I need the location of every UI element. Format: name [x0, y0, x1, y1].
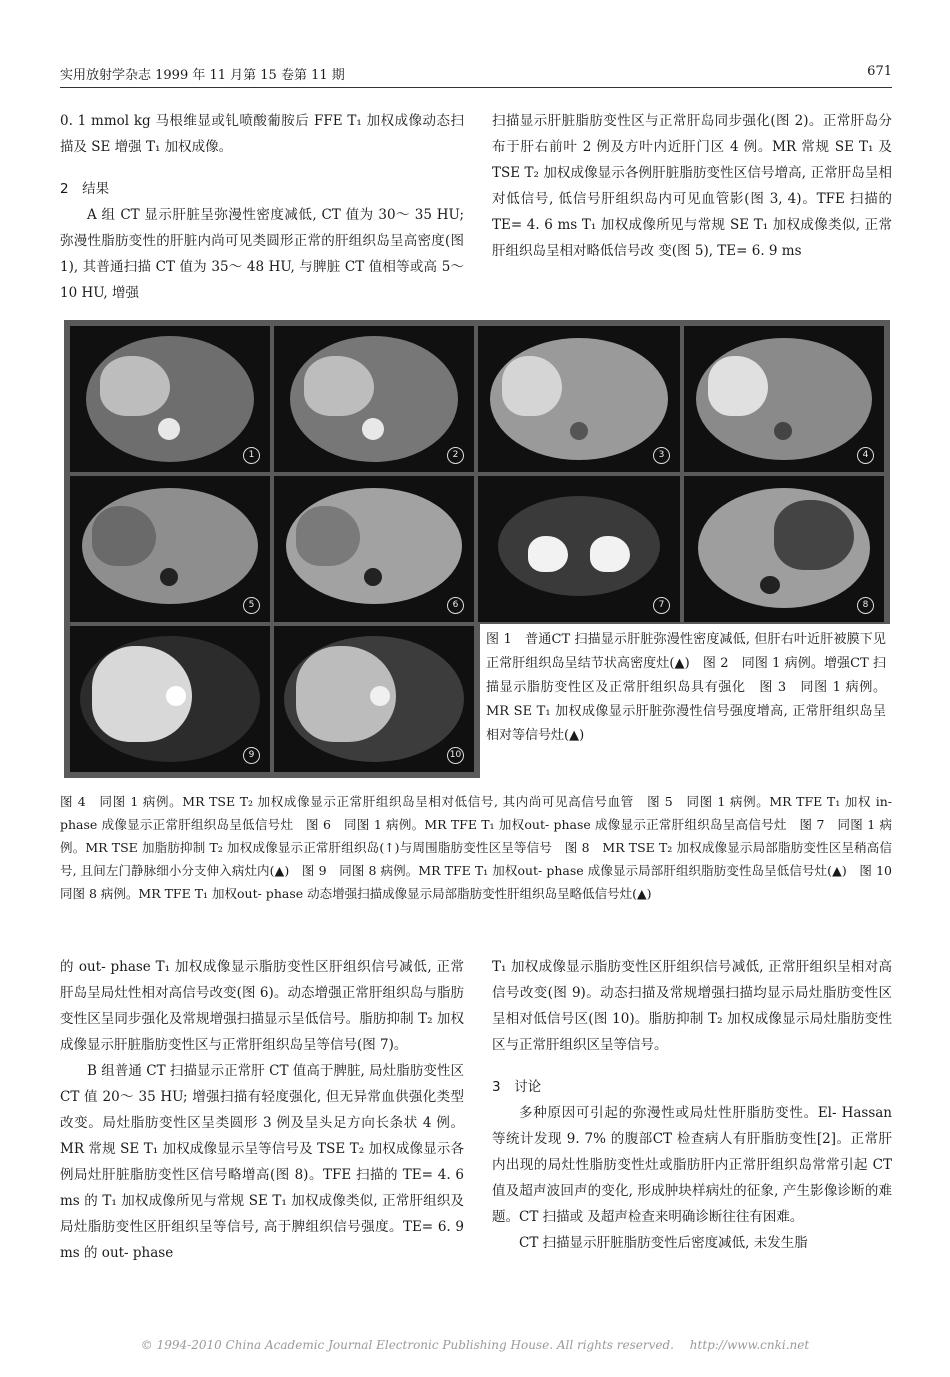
paragraph: CT 扫描显示肝脏脂肪变性后密度减低, 未发生脂 — [519, 1235, 808, 1251]
paragraph: 扫描显示肝脏脂肪变性区与正常肝岛同步强化(图 2)。正常肝岛分布于肝右前叶 2 例及方叶内近肝门区 4 例。MR 常规 SE T₁ 及 TSE T₂ 加权成像显示各例肝脏脂肪变性区信号增高, 正常肝岛呈相对低信号, 低信号肝组织岛内可见血管影(图 3, 4)。TFE 扫描的 TE= 4. 6 ms T₁ 加权成像所见与常规 SE T₁ 加权成像类似, 正常肝组织岛呈相对略低信号改 变(图 5), TE= 6. 9 ms — [492, 113, 892, 259]
figure-caption-1-3: 图 1 普通CT 扫描显示肝脏弥漫性密度减低, 但肝右叶近肝被膜下见正常肝组织岛呈结节状高密度灶(▲) 图 2 同图 1 病例。增强CT 扫描显示脂肪变性区及正常肝组织岛具有强化 图 3 同图 1 病例。MR SE T₁ 加权成像显示肝脏弥漫性信号强度增高, 正常肝组织岛呈相对等信号灶(▲) — [486, 632, 886, 743]
panel-number: 1 — [243, 447, 260, 464]
figure-panel-4 — [684, 326, 884, 472]
column-left-bottom — [60, 954, 464, 1266]
paragraph: 的 out- phase T₁ 加权成像显示脂肪变性区肝组织信号减低, 正常肝岛呈局灶性相对高信号改变(图 6)。动态增强正常肝组织岛与脂肪变性区呈同步强化及常规增强扫描显示呈低信号。脂肪抑制 T₂ 加权成像显示肝脏脂肪变性区与正常肝组织岛呈等信号(图 7)。 — [60, 959, 464, 1053]
figure-caption-4-10: 图 4 同图 1 病例。MR TSE T₂ 加权成像显示正常肝组织岛呈相对低信号, 其内尚可见高信号血管 图 5 同图 1 病例。MR TFE T₁ 加权 in- phase 成像显示正常肝组织岛呈低信号灶 图 6 同图 1 病例。MR TFE T₁ 加权out- phase 成像显示正常肝组织岛呈高信号灶 图 7 同图 1 病例。MR TSE 加脂肪抑制 T₂ 加权成像显示正常肝组织岛(↑)与周围脂肪变性区呈等信号 图 8 MR TSE T₂ 加权成像显示局部脂肪变性区呈稍高信号, 且间左门静脉细小分支伸入病灶内(▲) 图 9 同图 8 病例。MR TFE T₁ 加权out- phase 成像显示局部肝组织脂肪变性岛呈低信号灶(▲) 图 10 同图 8 病例。MR TFE T₁ 加权out- phase 动态增强扫描成像显示局部脂肪变性肝组织岛呈略低信号灶(▲) — [60, 794, 905, 901]
panel-number: 5 — [243, 597, 260, 614]
figure-caption-box — [480, 624, 890, 778]
section-heading: 3 讨论 — [492, 1079, 542, 1095]
journal-title: 实用放射学杂志 1999 年 11 月第 15 卷第 11 期 — [60, 68, 345, 83]
panel-number: 8 — [857, 597, 874, 614]
header-rule — [60, 87, 892, 88]
figure-panel-1 — [70, 326, 270, 472]
panel-number: 10 — [447, 747, 464, 764]
copyright-footer: © 1994-2010 China Academic Journal Electronic Publishing House. All rights reserved. http://www.cnki.net — [140, 1338, 810, 1352]
paragraph: B 组普通 CT 扫描显示正常肝 CT 值高于脾脏, 局灶脂肪变性区 CT 值 20～ 35 HU; 增强扫描有轻度强化, 但无异常血供强化类型改变。局灶脂肪变性区呈类圆形 3 例及呈头足方向长条状 4 例。MR 常规 SE T₁ 加权成像显示呈等信号及 TSE T₂ 加权成像显示各例局灶肝脏脂肪变性区信号略增高(图 8)。TFE 扫描的 TE= 4. 6 ms 的 T₁ 加权成像所见与常规 SE T₁ 加权成像类似, 正常肝组织及局灶脂肪变性区肝组织呈等信号, 高于脾组织信号强度。TE= 6. 9 ms 的 out- phase — [60, 1063, 464, 1261]
figure-panel-5 — [70, 476, 270, 622]
panel-number: 2 — [447, 447, 464, 464]
figure-panel-10 — [274, 626, 474, 772]
paragraph: 多种原因可引起的弥漫性或局灶性肝脂肪变性。El- Hassan 等统计发现 9. 7% 的腹部CT 检查病人有肝脂肪变性[2]。正常肝内出现的局灶性脂肪变性灶或脂肪肝内正常肝组织岛常常引起 CT 值及超声波回声的变化, 形成肿块样病灶的征象, 产生影像诊断的难题。CT 扫描或 及超声检查来明确诊断往往有困难。 — [492, 1105, 892, 1225]
column-right-top — [492, 108, 892, 264]
paragraph: A 组 CT 显示肝脏呈弥漫性密度减低, CT 值为 30～ 35 HU; 弥漫性脂肪变性的肝脏内尚可见类圆形正常的肝组织岛呈高密度(图 1), 其普通扫描 CT 值为 35～ 48 HU, 与脾脏 CT 值相等或高 5～ 10 HU, 增强 — [60, 207, 464, 301]
paragraph: 0. 1 mmol kg 马根维显或钆喷酸葡胺后 FFE T₁ 加权成像动态扫描及 SE 增强 T₁ 加权成像。 — [60, 113, 464, 155]
panel-number: 7 — [653, 597, 670, 614]
figure-panel-9 — [70, 626, 270, 772]
figure-panel-3 — [478, 326, 680, 472]
column-right-bottom — [492, 954, 892, 1256]
section-heading: 2 结果 — [60, 181, 110, 197]
panel-number: 3 — [653, 447, 670, 464]
paragraph: T₁ 加权成像显示脂肪变性区肝组织信号减低, 正常肝组织呈相对高信号改变(图 9)。动态扫描及常规增强扫描均显示局灶脂肪变性区呈相对低信号区(图 10)。脂肪抑制 T₂ 加权成像显示局灶脂肪变性区与正常肝组织区呈等信号。 — [492, 959, 892, 1053]
figure-panel-2 — [274, 326, 474, 472]
column-left-top — [60, 108, 464, 306]
panel-number: 9 — [243, 747, 260, 764]
figure-panel-6 — [274, 476, 474, 622]
panel-number: 6 — [447, 597, 464, 614]
figure-panel-7 — [478, 476, 680, 622]
page-number: 671 — [867, 64, 892, 79]
running-header — [60, 64, 892, 88]
panel-number: 4 — [857, 447, 874, 464]
figure-panel-8 — [684, 476, 884, 622]
